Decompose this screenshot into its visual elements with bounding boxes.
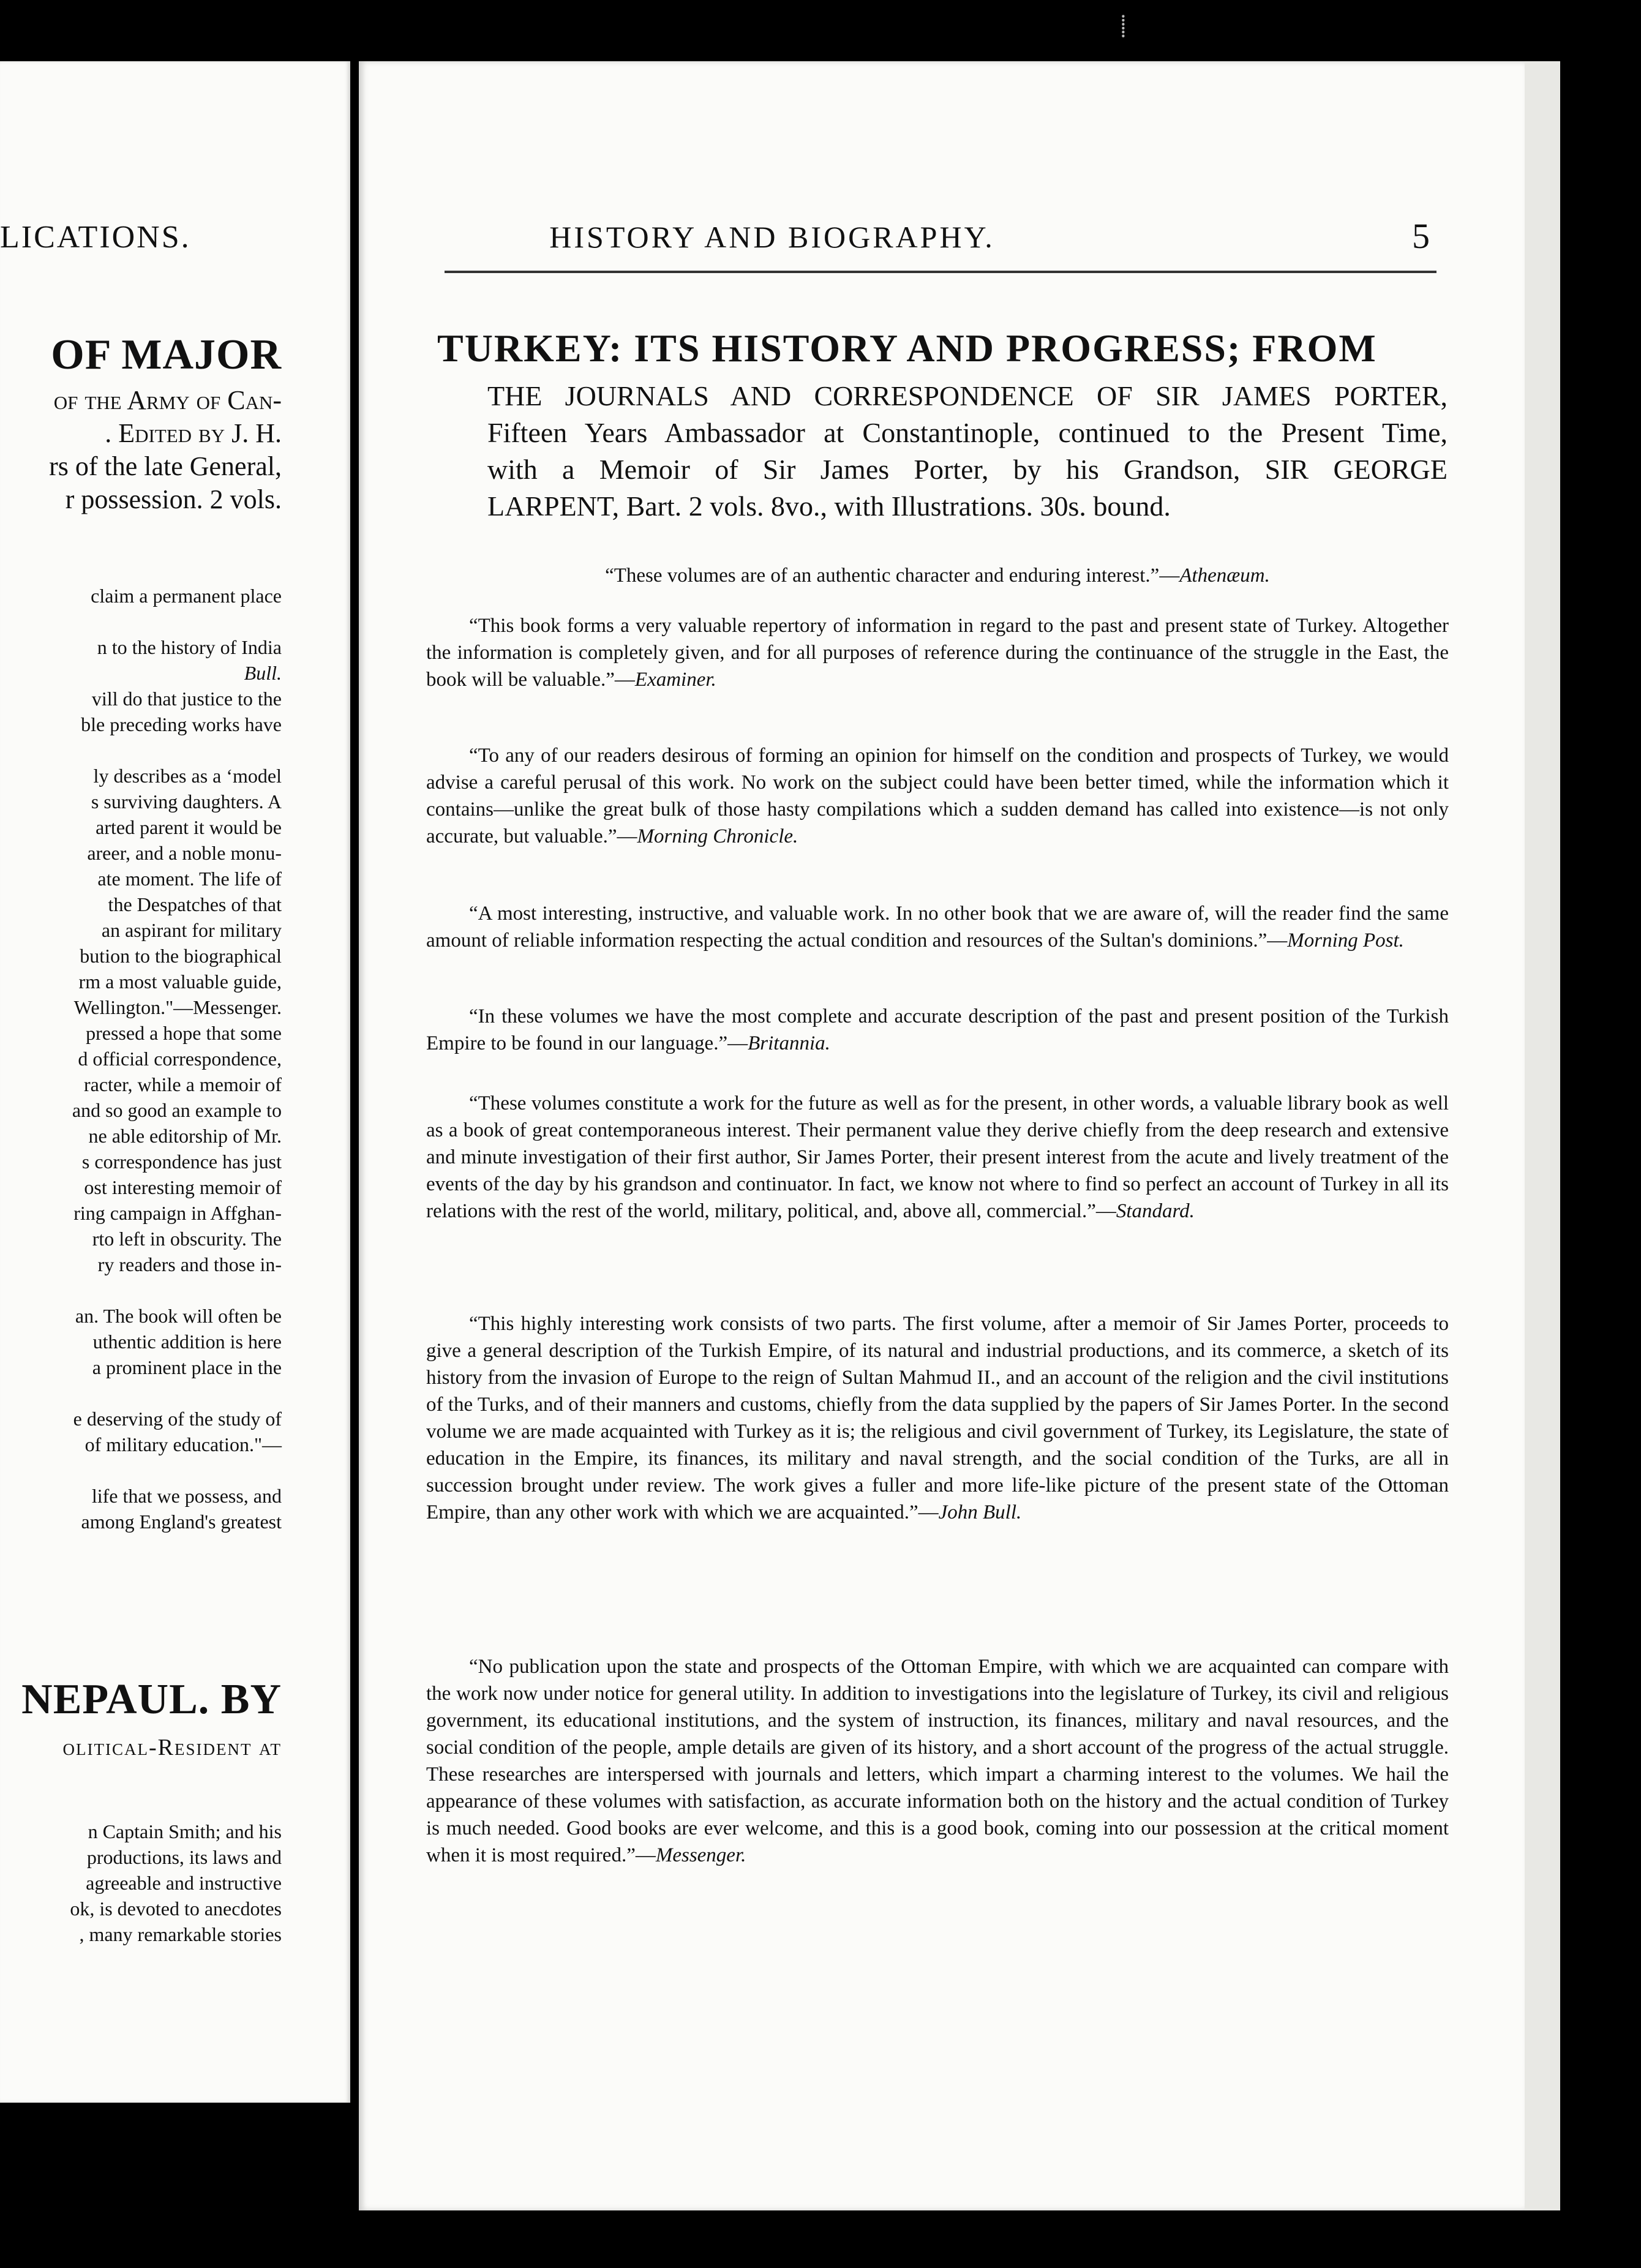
book-sub-line-4: LARPENT, Bart. 2 vols. 8vo., with Illustrations. 30s. bound. (487, 490, 1171, 522)
left-text-line: pressed a hope that some (86, 1022, 282, 1044)
left-sub-line-2: . Edited by J. H. (105, 418, 282, 448)
left-nepaul-line: productions, its laws and (86, 1846, 282, 1868)
left-text-line: ost interesting memoir of (84, 1176, 282, 1198)
left-text-line: of military education."— (84, 1433, 282, 1455)
left-text-line: bution to the biographical (80, 945, 282, 967)
review-text: “To any of our readers desirous of forming an opinion for himself on the condition and prospects of Turkey, we would advise a careful perusal of this work. No work on the subject could have been better timed, while the information which it contains—unlike the great bulk of those hasty compilations which a sudden demand has called into existence—is not only accurate, but valuable.”— (426, 745, 1449, 847)
left-text-line: rm a most valuable guide, (78, 971, 282, 993)
left-text-line: an aspirant for military (101, 919, 282, 941)
left-text-line: ring campaign in Affghan- (73, 1202, 282, 1224)
book-sub-line-3: with a Memoir of Sir James Porter, by his Grandson, SIR GEORGE (487, 454, 1448, 485)
left-text-line (0, 1277, 282, 1303)
review-source: Standard. (1116, 1200, 1195, 1222)
left-text-line: and so good an example to (72, 1099, 282, 1121)
review-source: John Bull. (938, 1501, 1022, 1523)
page-number: 5 (1412, 216, 1430, 256)
left-text-line: racter, while a memoir of (83, 1073, 282, 1095)
right-page (359, 61, 1525, 2210)
left-text-line: rto left in obscurity. The (92, 1228, 282, 1250)
header-rule (445, 271, 1436, 273)
left-text-line: uthentic addition is here (92, 1331, 282, 1353)
left-nepaul-block (0, 1819, 282, 1947)
review-text: “A most interesting, instructive, and valuable work. In no other book that we are aware of, will the reader find the same amount of reliable information respecting the actual condition and resources of the Sultan's dominions.”— (426, 903, 1449, 952)
left-text-line: life that we possess, and (91, 1485, 282, 1507)
book-sub-line-2: Fifteen Years Ambassador at Constantinople, continued to the Present Time, (487, 417, 1448, 448)
review-source: Athenæum. (1179, 565, 1270, 587)
review-source: Britannia. (748, 1032, 830, 1054)
review-morning-post (426, 900, 1449, 954)
left-text-line: ly describes as a ‘model (93, 765, 282, 787)
left-text-line: an. The book will often be (75, 1305, 282, 1327)
review-examiner (426, 612, 1449, 693)
left-text-line: a prominent place in the (92, 1356, 282, 1378)
review-athenaeum (426, 562, 1449, 589)
review-text: “These volumes are of an authentic character and enduring interest.”— (605, 565, 1180, 587)
review-messenger (426, 1653, 1449, 1869)
left-text-line (0, 1457, 282, 1483)
page-edge (1525, 61, 1560, 2210)
left-text-line: ble preceding works have (81, 713, 282, 735)
left-sub-line-4: r possession. 2 vols. (65, 484, 282, 514)
book-sub-line-1: THE JOURNALS AND CORRESPONDENCE OF SIR JAMES PORTER, (487, 380, 1448, 411)
left-page (0, 61, 350, 2103)
left-text-line (0, 1380, 282, 1406)
left-nepaul-line: agreeable and instructive (86, 1872, 282, 1894)
left-text-line: e deserving of the study of (73, 1408, 282, 1430)
left-sub-line-1: of the Army of Can- (53, 385, 282, 415)
left-text-line: ne able editorship of Mr. (88, 1125, 282, 1147)
left-text-line: n to the history of India (97, 636, 282, 658)
review-morning-chronicle (426, 742, 1449, 850)
left-nepaul-line: , many remarkable stories (79, 1923, 282, 1945)
review-text: “No publication upon the state and prospects of the Ottoman Empire, with which we are acquainted can compare with the work now under notice for general utility. In addition to investigations into the legislature of Turkey, its civil and religious government, its educational institutions, and the system of instruction, its finances, military and naval resources, and the social condition of the people, ample details are given of its history, and a short account of the progress of the actual struggle. These researches are interspersed with journals and letters, which impart a charming interest to the volumes. We hail the appearance of these volumes with satisfaction, as accurate information both on the history and the actual condition of Turkey is much needed. Good books are ever welcome, and this is a good book, coming into our possession at the critical moment when it is most required.”— (426, 1656, 1449, 1866)
review-source: Messenger. (655, 1844, 746, 1866)
left-nepaul-line: ok, is devoted to anecdotes (70, 1898, 282, 1920)
left-text-line: d official correspondence, (78, 1048, 282, 1070)
left-text-line: ry readers and those in- (97, 1253, 282, 1275)
running-head: HISTORY AND BIOGRAPHY. (549, 220, 995, 254)
left-text-line: ate moment. The life of (97, 868, 282, 890)
left-text-line: vill do that justice to the (91, 688, 282, 710)
left-text-line: Bull. (244, 662, 282, 684)
review-text: “This book forms a very valuable repertory of information in regard to the past and present state of Turkey. Altogether the information is completely given, and for all purposes of reference during the continuance of the struggle in the East, the book will be valuable.”— (426, 615, 1449, 691)
left-text-line: arted parent it would be (96, 816, 282, 838)
review-standard (426, 1090, 1449, 1225)
review-text: “In these volumes we have the most complete and accurate description of the past and present position of the Turkish Empire to be found in our language.”— (426, 1005, 1449, 1054)
left-text-line: the Despatches of that (108, 893, 282, 915)
review-source: Morning Post. (1287, 929, 1404, 952)
review-text: “These volumes constitute a work for the future as well as for the present, in other words, a valuable library book as well as a book of great contemporaneous interest. Their permanent value they derive chiefly from the deep research and extensive and minute investigation of their first author, Sir James Porter, their present interest from the acute and lively treatment of the events of the day by his grandson and continuator. In fact, we know not where to find so perfect an account of Turkey in all its relations with the rest of the world, military, political, and, above all, commercial.”— (426, 1092, 1449, 1222)
left-text-block (0, 583, 282, 1534)
scan-mark: ⸽ (1121, 15, 1126, 38)
left-sub-line-3: rs of the late General, (49, 451, 282, 481)
left-text-line: s surviving daughters. A (91, 790, 282, 813)
left-running-head: LICATIONS. (0, 220, 191, 255)
left-text-line: among England's greatest (81, 1511, 282, 1533)
left-text-line (0, 737, 282, 763)
left-text-line: s correspondence has just (81, 1151, 282, 1173)
left-text-line: areer, and a noble monu- (87, 842, 282, 864)
left-nepaul-sub: olitical-Resident at (62, 1735, 282, 1760)
review-britannia (426, 1003, 1449, 1057)
left-text-line: Wellington."—Messenger. (73, 996, 282, 1018)
review-text: “This highly interesting work consists of two parts. The first volume, after a memoir of Sir James Porter, proceeds to give a general description of the Turkish Empire, of its natural and industrial productions, and its commerce, a sketch of its history from the invasion of Europe to the reign of Sultan Mahmud II., and an account of the religion and the civil institutions of the Turks, and of their manners and customs, chiefly from the data supplied by the papers of Sir James Porter. In the second volume we are made acquainted with Turkey as it is; the religious and civil government of Turkey, its Legislature, the state of education in the Empire, its finances, its military and naval strength, and the social condition of the Turks, are all in succession brought under review. The work gives a fuller and more life-like picture of the present state of the Ottoman Empire, than any other work with which we are acquainted.”— (426, 1313, 1449, 1523)
review-john-bull (426, 1310, 1449, 1526)
review-source: Examiner. (634, 669, 716, 691)
left-book-title: OF MAJOR (51, 331, 282, 378)
review-source: Morning Chronicle. (637, 825, 798, 847)
left-text-line: claim a permanent place (91, 585, 282, 607)
left-nepaul-line: n Captain Smith; and his (88, 1820, 282, 1842)
book-title: TURKEY: ITS HISTORY AND PROGRESS; FROM (437, 326, 1377, 370)
left-nepaul-title: NEPAUL. BY (21, 1676, 282, 1723)
left-text-line (0, 609, 282, 634)
